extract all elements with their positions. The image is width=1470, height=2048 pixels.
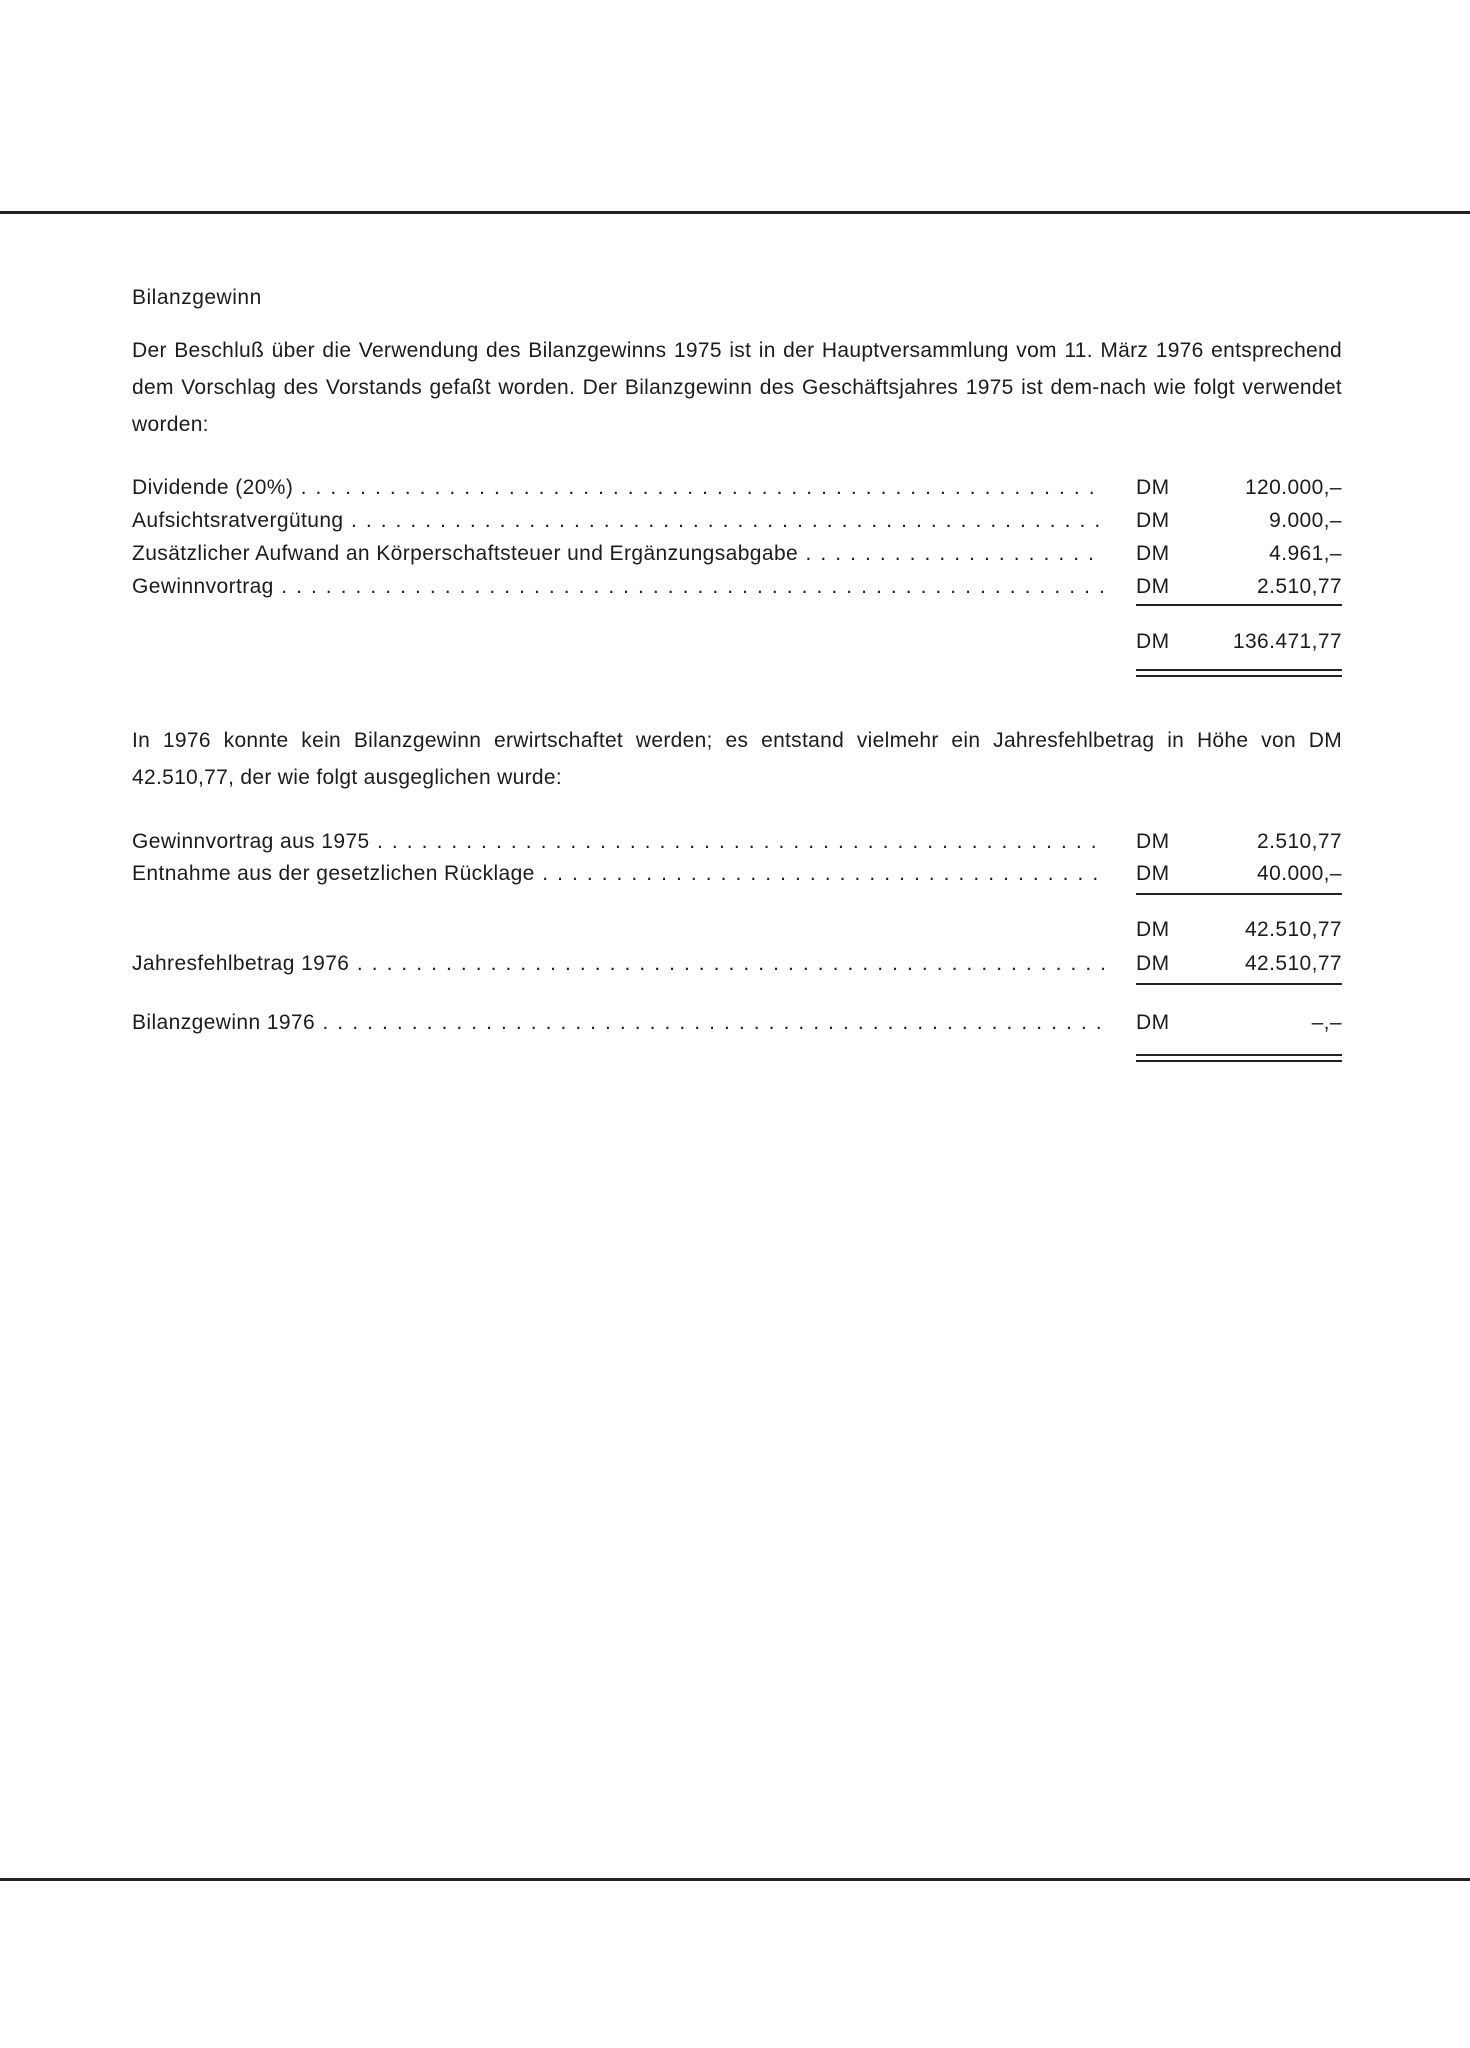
row-currency: DM	[1136, 1011, 1170, 1034]
row-amount: 2.510,77	[1257, 830, 1342, 853]
row-label: Zusätzlicher Aufwand an Körperschaftsteuer und Ergänzungsabgabe . . .	[132, 542, 1104, 566]
row-currency: DM	[1136, 862, 1170, 885]
subtotal-currency: DM	[1136, 918, 1170, 941]
sum-rule	[1136, 893, 1342, 895]
row-amount: –,–	[1311, 1011, 1342, 1034]
table-row	[132, 542, 1342, 574]
row-currency: DM	[1136, 830, 1170, 853]
table-row	[132, 862, 1342, 894]
row-label: Bilanzgewinn 1976 . . .	[132, 1011, 1104, 1035]
result-row	[132, 1011, 1342, 1043]
row-amount: 120.000,–	[1244, 476, 1342, 499]
sum-rule	[1136, 983, 1342, 985]
table-row	[132, 830, 1342, 862]
top-rule	[0, 211, 1470, 214]
table-row	[132, 476, 1342, 508]
row-currency: DM	[1136, 476, 1170, 499]
subtotal-row	[132, 918, 1342, 950]
row-currency: DM	[1136, 542, 1170, 565]
row-label: Jahresfehlbetrag 1976 . . .	[132, 952, 1104, 976]
paragraph-1976-deficit: In 1976 konnte kein Bilanzgewinn erwirtschaftet werden; es entstand vielmehr ein Jahresfehlbetrag in Höhe von DM 42.510,77, der wie folgt ausgeglichen wurde:	[132, 729, 1342, 789]
row-label: Dividende (20%) . . .	[132, 476, 1104, 500]
row-currency: DM	[1136, 509, 1170, 532]
row-amount: 2.510,77	[1257, 575, 1342, 598]
row-label: Entnahme aus der gesetzlichen Rücklage . . .	[132, 862, 1104, 886]
double-rule	[1136, 669, 1342, 677]
row-label: Gewinnvortrag aus 1975 . . .	[132, 830, 1104, 854]
row-label: Gewinnvortrag . . .	[132, 575, 1104, 599]
total-row	[132, 630, 1342, 662]
row-amount: 42.510,77	[1244, 952, 1342, 975]
table-row	[132, 509, 1342, 541]
section-heading: Bilanzgewinn	[132, 286, 262, 309]
row-currency: DM	[1136, 575, 1170, 598]
sum-rule	[1136, 604, 1342, 606]
paragraph-1975-resolution: Der Beschluß über die Verwendung des Bilanzgewinns 1975 ist in der Hauptversammlung vom 11. März 1976 entsprechend dem Vorschlag des Vorstands gefaßt worden. Der Bilanzgewinn des Geschäftsjahres 1975 ist dem-nach wie folgt verwendet worden:	[132, 339, 1342, 436]
total-currency: DM	[1136, 630, 1170, 653]
row-amount: 4.961,–	[1269, 542, 1342, 565]
row-amount: 40.000,–	[1257, 862, 1342, 885]
row-currency: DM	[1136, 952, 1170, 975]
total-amount: 136.471,77	[1232, 630, 1342, 653]
table-row	[132, 575, 1342, 607]
double-rule	[1136, 1054, 1342, 1062]
bottom-rule	[0, 1878, 1470, 1881]
row-label: Aufsichtsratvergütung . . .	[132, 509, 1104, 533]
subtotal-amount: 42.510,77	[1244, 918, 1342, 941]
row-amount: 9.000,–	[1269, 509, 1342, 532]
deficit-row	[132, 952, 1342, 984]
